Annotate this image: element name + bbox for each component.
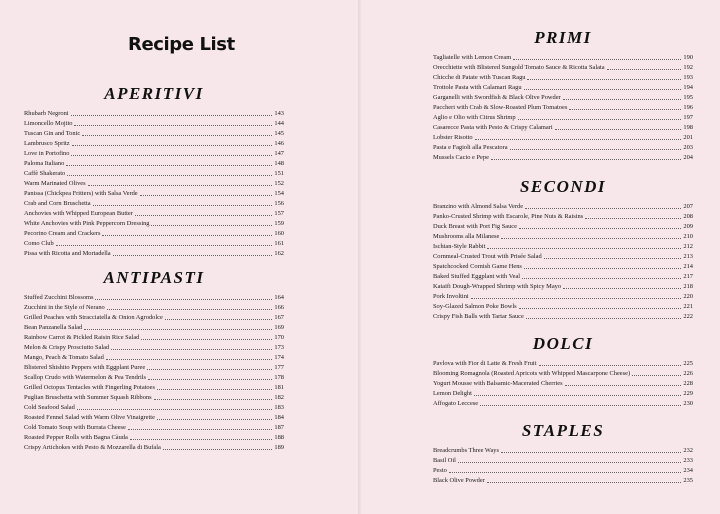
recipe-row	[24, 382, 284, 392]
recipe-row	[24, 208, 284, 218]
page-number: 214	[683, 263, 693, 270]
page-number: 177	[274, 364, 284, 371]
recipe-name: Como Club	[24, 240, 54, 247]
recipe-row	[24, 168, 284, 178]
recipe-name: Duck Breast with Port Fig Sauce	[433, 223, 517, 230]
recipe-row	[433, 378, 693, 388]
recipe-name: Aglio e Olio with Citrus Shrimp	[433, 114, 516, 121]
page-number: 203	[683, 144, 693, 151]
recipe-name: Basil Oil	[433, 457, 456, 464]
recipe-name: Caffè Shakerato	[24, 170, 66, 177]
recipe-name: Mussels Cacio e Pepe	[433, 154, 489, 161]
recipe-name: Scallop Crudo with Watermelon & Pea Tendrils	[24, 374, 146, 381]
recipe-row	[433, 92, 693, 102]
recipe-name: Kataifi Dough-Wrapped Shrimp with Spicy Mayo	[433, 283, 562, 290]
section-secondi	[433, 177, 693, 321]
page-number: 197	[683, 114, 693, 121]
dot-leader	[475, 139, 682, 140]
page-number: 225	[683, 360, 693, 367]
recipe-name: Pesto	[433, 467, 447, 474]
dot-leader	[480, 405, 681, 406]
dot-leader	[88, 185, 273, 186]
page-number: 222	[683, 313, 693, 320]
recipe-row	[24, 108, 284, 118]
dot-leader	[569, 109, 681, 110]
recipe-name: Grilled Peaches with Stracciatella & Onion Agrodolce	[24, 314, 163, 321]
dot-leader	[527, 79, 681, 80]
page-number: 152	[274, 180, 284, 187]
recipe-name: Cold Seafood Salad	[24, 404, 75, 411]
recipe-name: Cornmeal-Crusted Trout with Prisée Salad	[433, 253, 542, 260]
page-number: 217	[683, 273, 693, 280]
page-number: 201	[683, 134, 693, 141]
recipe-row	[433, 132, 693, 142]
recipe-name: Black Olive Powder	[433, 477, 485, 484]
recipe-name: Chicche di Patate with Tuscan Ragu	[433, 74, 526, 81]
dot-leader	[82, 135, 272, 136]
recipe-name: Soy-Glazed Salmon Poke Bowls	[433, 303, 517, 310]
page-number: 210	[683, 233, 693, 240]
page-number: 194	[683, 84, 693, 91]
recipe-name: Roasted Fennel Salad with Warm Olive Vinaigrette	[24, 414, 155, 421]
dot-leader	[524, 89, 682, 90]
page-number: 207	[683, 203, 693, 210]
dot-leader	[501, 238, 681, 239]
recipe-name: Limoncello Mojito	[24, 120, 73, 127]
dot-leader	[74, 125, 272, 126]
section-title: DOLCI	[532, 334, 594, 353]
recipe-name: Rainbow Carrot & Pickled Raisin Rice Salad	[24, 334, 140, 341]
recipe-name: Roasted Pepper Rolls with Bagna Càuda	[24, 434, 128, 441]
dot-leader	[513, 59, 681, 60]
recipe-row	[433, 271, 693, 281]
recipe-name: Pecorino Cream and Crackers	[24, 230, 101, 237]
recipe-name: Tuscan Gin and Tonic	[24, 130, 81, 137]
recipe-name: Blooming Romagnola (Roasted Apricots with Whipped Mascarpone Cheese)	[433, 370, 631, 377]
recipe-name: Crispy Artichokes with Pesto & Mozzarella di Bufala	[24, 444, 161, 451]
recipe-name: Lambrusco Spritz	[24, 140, 70, 147]
page-number: 160	[274, 230, 284, 237]
recipe-row	[24, 238, 284, 248]
section-title: STAPLES	[521, 421, 605, 440]
page-number: 148	[274, 160, 284, 167]
dot-leader	[130, 439, 273, 440]
page-number: 169	[274, 324, 284, 331]
recipe-row	[24, 392, 284, 402]
recipe-row	[433, 251, 693, 261]
recipe-name: Bean Panzanella Salad	[24, 324, 83, 331]
dot-leader	[522, 278, 681, 279]
section-primi	[433, 28, 693, 162]
recipe-row	[433, 398, 693, 408]
page-number: 154	[274, 190, 284, 197]
dot-leader	[565, 385, 682, 386]
page-number: 235	[683, 477, 693, 484]
recipe-row	[433, 72, 693, 82]
recipe-name: Spatchcocked Cornish Game Hens	[433, 263, 522, 270]
dot-leader	[72, 145, 273, 146]
dot-leader	[519, 308, 682, 309]
recipe-row	[24, 422, 284, 432]
page-number: 164	[274, 294, 284, 301]
recipe-name: Paccheri with Crab & Slow-Roasted Plum Tomatoes	[433, 104, 568, 111]
recipe-row	[433, 142, 693, 152]
dot-leader	[544, 258, 682, 259]
recipe-row	[433, 221, 693, 231]
recipe-name: Grilled Octopus Tentacles with Fingerling Potatoes	[24, 384, 155, 391]
page-number: 181	[274, 384, 284, 391]
recipe-name: Rhubarb Negroni	[24, 110, 69, 117]
page-number: 220	[683, 293, 693, 300]
recipe-name: Breadcrumbs Three Ways	[433, 447, 499, 454]
dot-leader	[67, 175, 272, 176]
recipe-row	[24, 432, 284, 442]
recipe-name: Pavlova with Fior di Latte & Fresh Fruit	[433, 360, 537, 367]
recipe-name: Warm Marinated Olives	[24, 180, 86, 187]
recipe-name: Crispy Fish Balls with Tartar Sauce	[433, 313, 524, 320]
section-title: SECONDI	[519, 177, 607, 196]
recipe-row	[24, 138, 284, 148]
recipe-name: Mango, Peach & Tomato Salad	[24, 354, 104, 361]
recipe-row	[24, 332, 284, 342]
dot-leader	[135, 215, 273, 216]
recipe-name: Blistered Shishito Peppers with Eggplant Puree	[24, 364, 146, 371]
page-number: 146	[274, 140, 284, 147]
recipe-row	[24, 342, 284, 352]
recipe-name: Branzino with Almond Salsa Verde	[433, 203, 524, 210]
recipe-row	[433, 455, 693, 465]
dot-leader	[474, 395, 682, 396]
dot-leader	[154, 399, 273, 400]
dot-leader	[163, 449, 273, 450]
dot-leader	[113, 255, 273, 256]
page-number: 161	[274, 240, 284, 247]
page-number: 145	[274, 130, 284, 137]
page-number: 226	[683, 370, 693, 377]
dot-leader	[632, 375, 681, 376]
page-number: 174	[274, 354, 284, 361]
dot-leader	[148, 379, 272, 380]
recipe-row	[433, 211, 693, 221]
recipe-row	[24, 442, 284, 452]
recipe-row	[433, 201, 693, 211]
recipe-row	[433, 281, 693, 291]
page-number: 198	[683, 124, 693, 131]
recipe-row	[24, 362, 284, 372]
dot-leader	[140, 195, 273, 196]
page-number: 189	[274, 444, 284, 451]
recipe-row	[433, 231, 693, 241]
page-number: 229	[683, 390, 693, 397]
recipe-list	[433, 201, 693, 321]
dot-leader	[607, 69, 682, 70]
page-number: 144	[274, 120, 284, 127]
dot-leader	[539, 365, 682, 366]
page-number: 218	[683, 283, 693, 290]
dot-leader	[106, 359, 273, 360]
recipe-row	[433, 152, 693, 162]
recipe-name: Zucchini in the Style of Nerano	[24, 304, 105, 311]
section-staples	[433, 421, 693, 485]
page-number: 156	[274, 200, 284, 207]
recipe-row	[24, 188, 284, 198]
recipe-name: Anchovies with Whipped European Butter	[24, 210, 133, 217]
recipe-name: Lemon Delight	[433, 390, 472, 397]
dot-leader	[165, 319, 273, 320]
dot-leader	[84, 329, 272, 330]
page-number: 162	[274, 250, 284, 257]
dot-leader	[487, 482, 682, 483]
recipe-row	[24, 228, 284, 238]
dot-leader	[128, 429, 273, 430]
recipe-row	[24, 248, 284, 258]
dot-leader	[77, 409, 273, 410]
recipe-row	[24, 302, 284, 312]
dot-leader	[95, 299, 272, 300]
dot-leader	[141, 339, 272, 340]
dot-leader	[487, 248, 681, 249]
page-number: 170	[274, 334, 284, 341]
recipe-name: Crab and Corn Bruschetta	[24, 200, 91, 207]
dot-leader	[563, 99, 682, 100]
recipe-name: Mushrooms alla Milanese	[433, 233, 500, 240]
dot-leader	[107, 309, 273, 310]
page-number: 147	[274, 150, 284, 157]
recipe-row	[433, 291, 693, 301]
dot-leader	[519, 228, 681, 229]
recipe-row	[24, 412, 284, 422]
recipe-row	[24, 118, 284, 128]
dot-leader	[111, 349, 272, 350]
recipe-row	[24, 312, 284, 322]
recipe-row	[24, 128, 284, 138]
page-number: 190	[683, 54, 693, 61]
dot-leader	[501, 452, 681, 453]
recipe-name: Yogurt Mousse with Balsamic-Macerated Cherries	[433, 380, 563, 387]
dot-leader	[471, 298, 682, 299]
recipe-list	[24, 108, 284, 258]
page-number: 159	[274, 220, 284, 227]
recipe-row	[433, 358, 693, 368]
page-number: 184	[274, 414, 284, 421]
dot-leader	[102, 235, 272, 236]
recipe-name: Trottole Pasta with Calamari Ragu	[433, 84, 522, 91]
page-number: 213	[683, 253, 693, 260]
dot-leader	[157, 389, 272, 390]
recipe-name: Pork Involtini	[433, 293, 469, 300]
page-number: 212	[683, 243, 693, 250]
dot-leader	[518, 119, 682, 120]
recipe-name: Pasta e Fagioli alla Pescatora	[433, 144, 508, 151]
section-title: APERITIVI	[104, 84, 204, 103]
recipe-name: Baked Stuffed Eggplant with Veal	[433, 273, 521, 280]
recipe-name: Melon & Crispy Prosciutto Salad	[24, 344, 110, 351]
recipe-list	[433, 445, 693, 485]
recipe-name: Love in Portofino	[24, 150, 70, 157]
section-title: ANTIPASTI	[103, 268, 205, 287]
recipe-row	[433, 311, 693, 321]
recipe-name: Casarecce Pasta with Pesto & Crispy Calamari	[433, 124, 553, 131]
page-number: 195	[683, 94, 693, 101]
page-number: 234	[683, 467, 693, 474]
recipe-row	[433, 465, 693, 475]
dot-leader	[491, 159, 681, 160]
page-number: 230	[683, 400, 693, 407]
dot-leader	[525, 208, 681, 209]
page-number: 173	[274, 344, 284, 351]
recipe-row	[433, 445, 693, 455]
dot-leader	[555, 129, 682, 130]
dot-leader	[71, 155, 272, 156]
recipe-name: White Anchovies with Pink Peppercorn Dressing	[24, 220, 150, 227]
recipe-row	[433, 261, 693, 271]
page-number: 188	[274, 434, 284, 441]
recipe-row	[433, 52, 693, 62]
recipe-name: Puglian Bruschetta with Summer Squash Ribbons	[24, 394, 152, 401]
page-number: 143	[274, 110, 284, 117]
recipe-name: Cold Tomato Soup with Burrata Cheese	[24, 424, 126, 431]
section-aperitivi	[24, 84, 284, 258]
section-antipasti	[24, 268, 284, 452]
recipe-name: Affogato Leccese	[433, 400, 479, 407]
page-number: 151	[274, 170, 284, 177]
page-number: 228	[683, 380, 693, 387]
recipe-row	[24, 198, 284, 208]
recipe-name: Lobster Risotto	[433, 134, 473, 141]
dot-leader	[93, 205, 273, 206]
dot-leader	[585, 218, 681, 219]
page-number: 209	[683, 223, 693, 230]
page-number: 187	[274, 424, 284, 431]
recipe-row	[24, 352, 284, 362]
dot-leader	[563, 288, 681, 289]
recipe-row	[433, 301, 693, 311]
recipe-name: Tagliatelle with Lemon Cream	[433, 54, 512, 61]
dot-leader	[526, 318, 682, 319]
recipe-name: Stuffed Zucchini Blossoms	[24, 294, 94, 301]
recipe-row	[433, 388, 693, 398]
recipe-list	[24, 292, 284, 452]
dot-leader	[524, 268, 681, 269]
page-number: 167	[274, 314, 284, 321]
dot-leader	[71, 115, 273, 116]
recipe-row	[24, 158, 284, 168]
recipe-name: Panko-Crusted Shrimp with Escarole, Pine Nuts & Raisins	[433, 213, 584, 220]
dot-leader	[157, 419, 272, 420]
recipe-row	[433, 82, 693, 92]
page-number: 166	[274, 304, 284, 311]
page-number: 233	[683, 457, 693, 464]
page-number: 204	[683, 154, 693, 161]
recipe-row	[433, 241, 693, 251]
page-number: 182	[274, 394, 284, 401]
recipe-name: Panissa (Chickpea Fritters) with Salsa Verde	[24, 190, 138, 197]
recipe-row	[433, 475, 693, 485]
recipe-row	[24, 372, 284, 382]
page-number: 208	[683, 213, 693, 220]
recipe-name: Paloma Italiano	[24, 160, 65, 167]
recipe-row	[24, 148, 284, 158]
recipe-name: Pissa with Ricotta and Mortadella	[24, 250, 111, 257]
section-dolci	[433, 334, 693, 408]
page-gutter	[358, 0, 362, 514]
recipe-row	[24, 218, 284, 228]
recipe-row	[433, 62, 693, 72]
recipe-row	[24, 292, 284, 302]
recipe-name: Orecchiette with Blistered Sungold Tomato Sauce & Ricotta Salata	[433, 64, 605, 71]
page-number: 196	[683, 104, 693, 111]
page-number: 183	[274, 404, 284, 411]
dot-leader	[510, 149, 682, 150]
dot-leader	[66, 165, 272, 166]
page-number: 221	[683, 303, 693, 310]
recipe-row	[433, 368, 693, 378]
recipe-row	[433, 122, 693, 132]
recipe-row	[433, 112, 693, 122]
dot-leader	[151, 225, 272, 226]
page-number: 193	[683, 74, 693, 81]
dot-leader	[449, 472, 682, 473]
recipe-row	[24, 402, 284, 412]
page-title: Recipe List	[128, 34, 235, 55]
dot-leader	[56, 245, 273, 246]
recipe-list	[433, 52, 693, 162]
recipe-row	[433, 102, 693, 112]
page-number: 178	[274, 374, 284, 381]
recipe-row	[24, 322, 284, 332]
page-number: 192	[683, 64, 693, 71]
dot-leader	[147, 369, 272, 370]
recipe-name: Garganelli with Swordfish & Black Olive Powder	[433, 94, 561, 101]
recipe-row	[24, 178, 284, 188]
recipe-name: Ischian-Style Rabbit	[433, 243, 486, 250]
page-number: 157	[274, 210, 284, 217]
recipe-list	[433, 358, 693, 408]
dot-leader	[458, 462, 682, 463]
page-number: 232	[683, 447, 693, 454]
section-title: PRIMI	[534, 28, 592, 47]
